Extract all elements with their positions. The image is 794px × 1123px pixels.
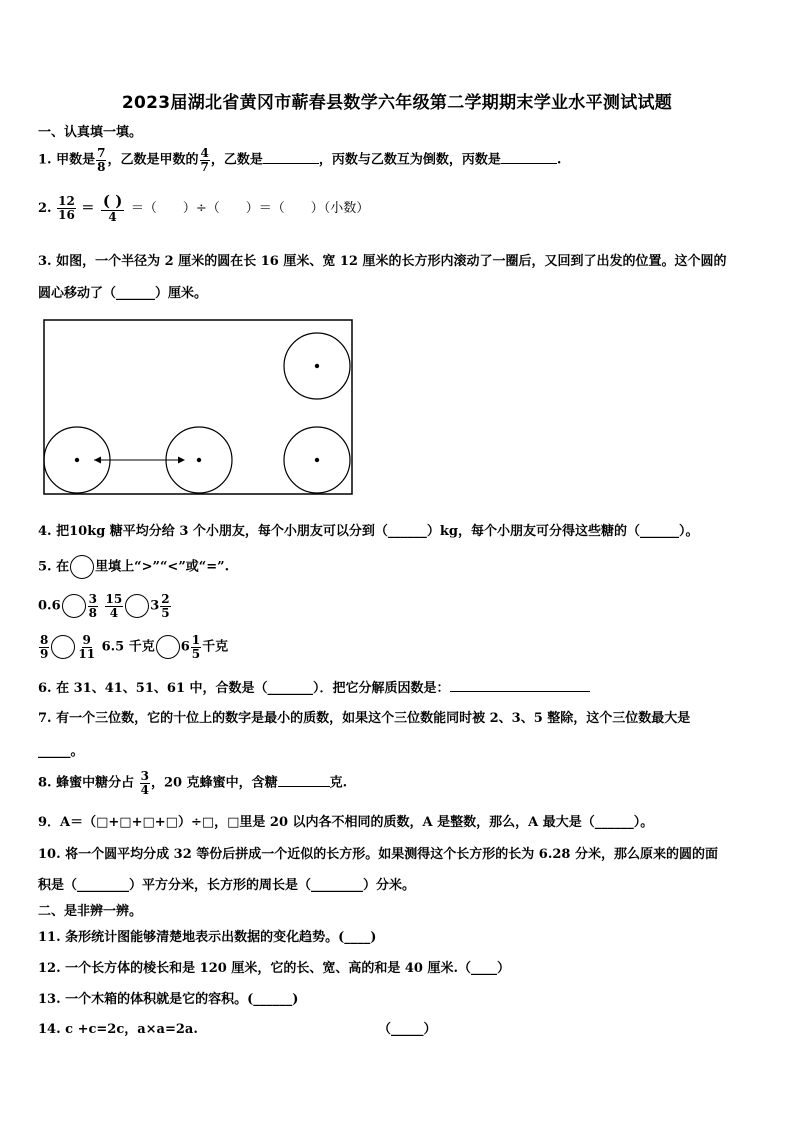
question-2 [38, 193, 369, 224]
q8-text-1: 8. 蜂蜜中糖分占 [38, 775, 135, 791]
q2-fraction-2 [101, 193, 124, 224]
question-5 [38, 555, 229, 579]
q2-f1-denominator: 16 [58, 207, 75, 222]
arrow-head-right [178, 457, 185, 464]
q5-r2-fraction-2 [77, 634, 96, 660]
question-10-line-2: 积是（________）平方分米，长方形的周长是（________）分米。 [38, 878, 416, 893]
q2-f2-denominator: 4 [108, 209, 117, 224]
q2-fraction-1 [57, 195, 76, 221]
section-1-heading: 一、认真填一填。 [38, 125, 143, 140]
rolling-circle-diagram [43, 319, 355, 497]
q5-r2f3-denominator: 5 [191, 646, 201, 661]
q1-text-4: ，丙数与乙数互为倒数，丙数是 [318, 152, 501, 168]
q5-r1-fraction-2 [105, 593, 124, 619]
q5-r2f3-numerator: 1 [191, 633, 201, 647]
rectangle-outline [44, 320, 352, 494]
circle-start-center [75, 458, 79, 462]
q2-f2-numerator[interactable]: ( ) [102, 192, 123, 210]
q5-r1-fraction-3 [160, 593, 170, 619]
q5-r2-whole: 6 [180, 639, 190, 655]
q5-r1f3-denominator: 5 [161, 605, 170, 620]
q8-fraction [140, 770, 150, 796]
q2-f1-numerator: 12 [58, 194, 75, 209]
question-5-row-1 [38, 593, 172, 619]
question-14: 14. c +c=2c，a×a=2a. [38, 1022, 198, 1037]
question-8 [38, 770, 347, 796]
q5-r2-compare-circle-1[interactable] [51, 635, 75, 659]
q2-number: 2. [38, 200, 52, 216]
arrow-head-left [94, 457, 101, 464]
q8-answer-blank[interactable] [278, 774, 330, 787]
question-14-answer-paren[interactable]: （_____） [378, 1022, 437, 1037]
q1-text-3: ，乙数是 [210, 152, 263, 168]
q5-r2-fraction-3 [191, 634, 201, 660]
q8-f-denominator: 4 [140, 782, 149, 797]
circle-middle-center [197, 458, 201, 462]
q1-answer-blank-1[interactable] [263, 151, 319, 164]
q5-text-1: 5. 在 [38, 559, 70, 575]
question-4: 4. 把10kg 糖平均分给 3 个小朋友，每个小朋友可以分到（______）kg，每个小朋友可分得这些糖的（______）。 [38, 524, 699, 539]
q8-text-2: ，20 克蜂蜜中，含糖 [151, 775, 278, 791]
question-7-line-1: 7. 有一个三位数，它的十位上的数字是最小的质数，如果这个三位数能同时被 2、3、5 整除，这个三位数最大是 [38, 711, 691, 726]
q1-answer-blank-2[interactable] [501, 151, 557, 164]
q1-f1-denominator: 8 [97, 159, 106, 174]
q8-text-3: 克. [329, 775, 348, 791]
q5-text-2: 里填上“>”“<”或“=”. [95, 559, 230, 575]
q5-r1-value-a: 0.6 [38, 598, 61, 614]
q5-r2f1-denominator: 9 [40, 646, 49, 661]
q5-r1-compare-circle-2[interactable] [125, 594, 149, 618]
q1-f2-denominator: 7 [200, 159, 209, 174]
q5-r2f2-denominator: 11 [78, 646, 96, 661]
question-3-line-1: 3. 如图，一个半径为 2 厘米的圆在长 16 厘米、宽 12 厘米的长方形内滚动了一圈后，又回到了出发的位置。这个圆的 [38, 254, 727, 269]
q1-text-2: ，乙数是甲数的 [107, 152, 199, 168]
question-9: 9．A＝（□+□+□+□）÷□，□里是 20 以内各不相同的质数，A 是整数，那么，A 最大是（______）。 [38, 815, 654, 830]
q5-r2-compare-circle-2[interactable] [156, 635, 180, 659]
question-11: 11. 条形统计图能够清楚地表示出数据的变化趋势。(____) [38, 930, 377, 945]
q6-text: 6. 在 31、41、51、61 中，合数是（_______）．把它分解质因数是： [38, 681, 450, 696]
question-5-row-2 [38, 634, 228, 660]
q2-rest: ＝（ ）÷（ ）＝（ ）（小数） [130, 200, 370, 216]
q5-r1f3-numerator: 2 [161, 592, 170, 606]
question-10-line-1: 10. 将一个圆平均分成 32 等份后拼成一个近似的长方形。如果测得这个长方形的长为 6.28 分米，那么原来的圆的面 [38, 847, 718, 862]
circle-bottom-right-center [315, 458, 319, 462]
q1-number: 1. [38, 152, 52, 168]
q5-r1-fraction-1 [88, 593, 98, 619]
q6-answer-blank[interactable] [450, 679, 590, 692]
question-13: 13. 一个木箱的体积就是它的容积。(______) [38, 992, 299, 1007]
q5-r1-compare-circle-1[interactable] [62, 594, 86, 618]
section-2-heading: 二、是非辨一辨。 [38, 904, 143, 919]
page-title: 2023届湖北省黄冈市蕲春县数学六年级第二学期期末学业水平测试试题 [121, 93, 673, 113]
q5-r2-unit: 千克 [202, 639, 229, 655]
q1-text-1: 甲数是 [56, 152, 96, 168]
q5-example-circle [70, 555, 94, 579]
question-3-line-2: 圆心移动了（______）厘米。 [38, 286, 208, 301]
q8-f-numerator: 3 [140, 769, 149, 783]
q1-text-5: . [556, 152, 562, 168]
q5-r2-value-a: 6.5 千克 [101, 639, 155, 655]
q5-r1f1-numerator: 3 [88, 592, 97, 606]
q5-r1f1-denominator: 8 [88, 605, 97, 620]
q5-r2f2-numerator: 9 [82, 633, 91, 647]
q1-fraction-1 [96, 147, 106, 173]
q1-fraction-2 [200, 147, 210, 173]
q2-equals: ＝ [81, 200, 95, 216]
question-6 [38, 677, 590, 696]
question-12: 12. 一个长方体的棱长和是 120 厘米，它的长、宽、高的和是 40 厘米.（____） [38, 961, 510, 976]
q5-r1f2-denominator: 4 [109, 605, 119, 620]
circle-top-right-center [315, 364, 319, 368]
q5-r1-whole: 3 [150, 598, 160, 614]
question-7-line-2: _____。 [38, 744, 84, 759]
q5-r1f2-numerator: 15 [105, 592, 123, 606]
q1-f2-numerator: 4 [200, 146, 209, 160]
q5-r2-fraction-1 [39, 634, 49, 660]
q1-f1-numerator: 7 [97, 146, 106, 160]
question-1 [38, 147, 561, 173]
q5-r2f1-numerator: 8 [40, 633, 49, 647]
